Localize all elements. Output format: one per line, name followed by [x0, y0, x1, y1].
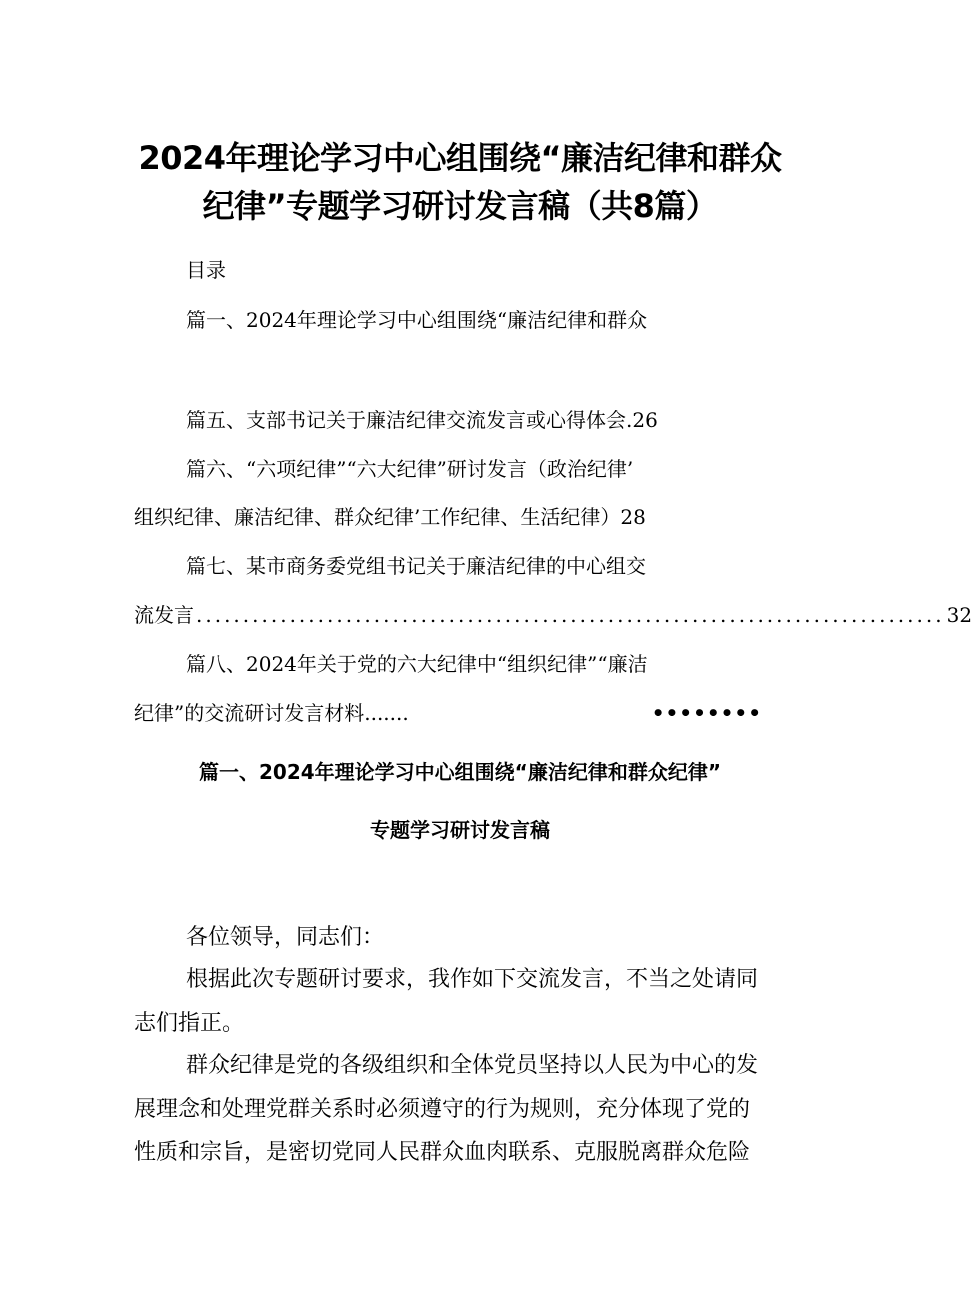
- document-title-line-1: 2024年理论学习中心组围绕“廉洁纪律和群众: [138, 139, 782, 177]
- toc-item-8-line-2[interactable]: [134, 699, 762, 727]
- paragraph-1-line-1: 根据此次专题研讨要求，我作如下交流发言，不当之处请同: [186, 967, 759, 992]
- toc-page-number: 32: [946, 603, 972, 627]
- toc-item-6-line-1[interactable]: 篇六、“六项纪律”“六大纪律”研讨发言（政治纪律’: [186, 457, 634, 481]
- toc-item-6-line-2[interactable]: 组织纪律、廉洁纪律、群众纪律’工作纪律、生活纪律）28: [134, 505, 646, 529]
- salutation: 各位领导，同志们：: [186, 925, 385, 950]
- toc-item-7-line-1[interactable]: 篇七、某市商务委党组书记关于廉洁纪律的中心组交: [186, 554, 646, 578]
- paragraph-2-line-1: 群众纪律是党的各级组织和全体党员坚持以人民为中心的发: [186, 1053, 759, 1078]
- toc-item-8-line-1[interactable]: 篇八、2024年关于党的六大纪律中“组织纪律”“廉洁: [186, 652, 648, 676]
- toc-dot-leader: ................................................................................: [196, 603, 945, 627]
- toc-item-7-line-2[interactable]: [134, 601, 972, 629]
- toc-heading: 目录: [186, 258, 226, 282]
- paragraph-2-line-2: 展理念和处理党群关系时必须遵守的行为规则，充分体现了党的: [134, 1097, 751, 1122]
- section-title-line-2: 专题学习研讨发言稿: [370, 818, 550, 842]
- toc-item-1[interactable]: 篇一、2024年理论学习中心组围绕“廉洁纪律和群众: [186, 308, 648, 332]
- toc-item-5[interactable]: 篇五、支部书记关于廉洁纪律交流发言或心得体会.26: [186, 408, 658, 432]
- toc-bullet-leader: ••••••••: [651, 701, 762, 725]
- toc-item-7-text: 流发言: [134, 603, 194, 627]
- section-title-line-1: 篇一、2024年理论学习中心组围绕“廉洁纪律和群众纪律”: [199, 760, 721, 784]
- paragraph-2-line-3: 性质和宗旨，是密切党同人民群众血肉联系、克服脱离群众危险: [134, 1140, 751, 1165]
- paragraph-1-line-2: 志们指正。: [134, 1011, 245, 1036]
- toc-item-8-text: 纪律”的交流研讨发言材料.......: [134, 701, 409, 725]
- document-title-line-2: 纪律”专题学习研讨发言稿（共8篇）: [202, 187, 718, 225]
